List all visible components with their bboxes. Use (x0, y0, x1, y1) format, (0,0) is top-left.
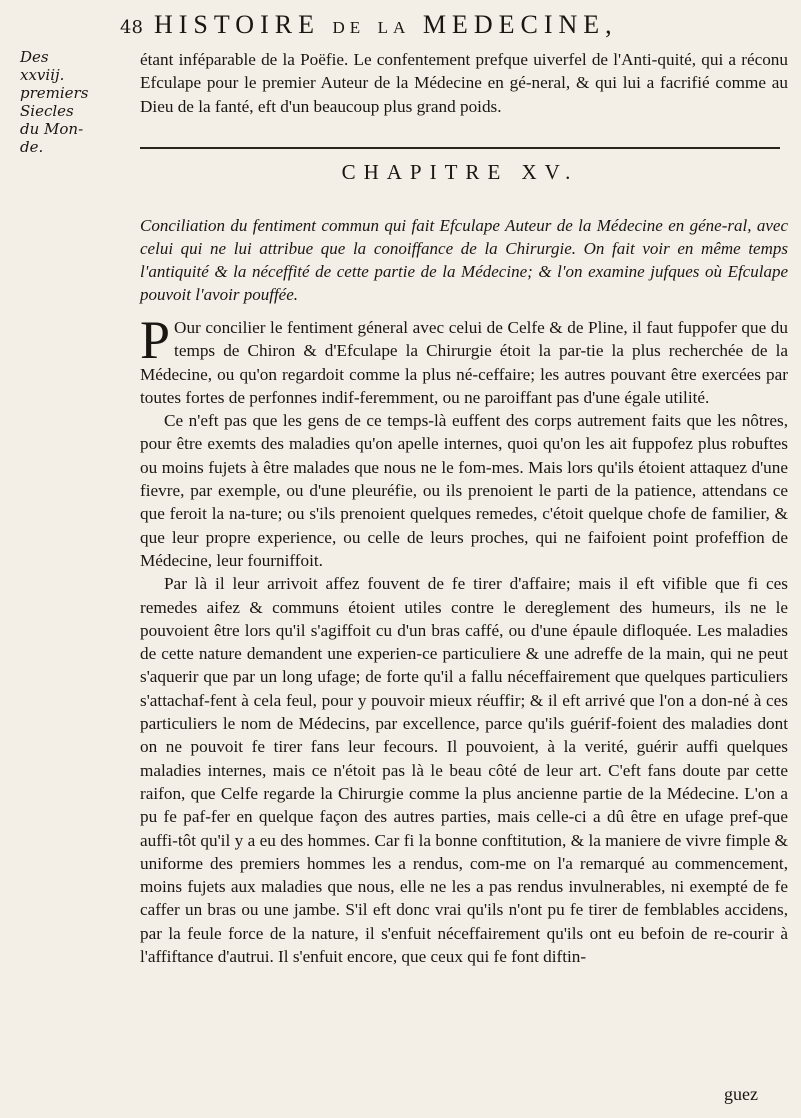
margin-note-line: xxviij. (20, 66, 65, 84)
page-number: 48 (120, 17, 143, 38)
running-title-medecine: MEDECINE, (422, 10, 618, 39)
paragraph-2: Ce n'eft pas que les gens de ce temps-là euffent des corps autrement faits que les nôtres, pour être exemts des maladies qu'on apelle internes, quoi qu'on les ait fuppofez plus robuftes ou moins fujets à être malades que nous ne le fom-mes. Mais lors qu'ils étoient attaquez d'une fievre, par exemple, ou d'une pleuréfie, ou ils prenoient le parti de la patience, attendans ce que feroit la na-ture; ou s'ils prenoient quelques remedes, c'étoit quelque chofe de familier, & que leur propre experience, ou celle de leurs proches, qui ne faifoient point profeffion de Médecine, leur fourniffoit. (140, 411, 788, 570)
margin-note-line: premiers (20, 84, 89, 102)
margin-note-line: Des (20, 48, 49, 66)
paragraph-1 (140, 310, 788, 409)
margin-note-line: de. (20, 138, 44, 156)
intro-paragraph: étant inféparable de la Poëfie. Le confentement prefque uiverfel de l'Anti-quité, qui a réconu Efculape pour le premier Auteur de la Médecine en gé-neral, & qui lui a facrifié comme au Dieu de la fanté, eft d'un beaucoup plus grand poids. (140, 50, 788, 116)
running-title-de: DE (332, 18, 366, 37)
running-title-histoire: HISTOIRE (154, 10, 320, 39)
paragraph-1-text: Our concilier le fentiment géneral avec celui de Celfe & de Pline, il faut fuppofer que du temps de Chiron & d'Efculape la Chirurgie étoit la par-tie la plus recherchée de la Médecine, ou qu'on regardoit comme la plus né-ceffaire; les autres pouvant être exercées par toutes fortes de perfonnes indif-feremment, ou ne paroiffant pas d'une égale utilité. (140, 318, 788, 407)
drop-cap: P (140, 310, 171, 370)
margin-note-line: Siecles (20, 102, 74, 120)
chapter-title: CHAPITRE XV. (341, 160, 579, 184)
margin-note (20, 48, 115, 156)
paragraph-3: Par là il leur arrivoit affez fouvent de fe tirer d'affaire; mais il eft vifible que fi ces remedes aifez & communs étoient utiles contre le dereglement des humeurs, ils ne le pouvoient être lors qu'il s'agiffoit cu d'un bras caffé, ou d'une épaule difloquée. Les maladies de cette nature demandent une experien-ce particuliere & une adreffe de la main, qui ne peut s'aquerir que par un long ufage; de forte qu'il a fallu néceffairement que quelques particuliers s'attachaf-fent à cela feul, pour y pouvoir mieux réuffir; & il eft arrivé que l'on a don-né à ces particuliers le nom de Médecins, par excellence, parce qu'ils guérif-foient des maladies dont on ne pouvoit fe tirer fans leur fecours. Il pouvoient, à la verité, guérir auffi quelques maladies internes, mais ce n'étoit pas là le beau côté de leur art. C'eft fans doute par cette raifon, que Celfe regarde la Chirurgie comme la plus ancienne partie de la Médecine. L'on a pu fe paf-fer en quelque façon des autres parties, mais celle-ci a dû être en ufage pref-que auffi-tôt qu'il y a eu des hommes. Car fi la bonne conftitution, & la maniere de vivre fimple & uniforme des premiers hommes les a rendus, com-me on l'a remarqué au commencement, moins fujets aux maladies que nous, elle ne les a pas rendus invulnerables, ni exempté de fe caffer un bras ou une jambe. S'il eft donc vrai qu'ils n'ont pu fe tirer de femblables accidens, par la feule force de la nature, il s'enfuit néceffairement qu'ils ont eu befoin de re-courir à l'affiftance d'autrui. Il s'enfuit encore, que ceux qui fe font diftin- (140, 574, 788, 967)
page-header (120, 6, 760, 46)
chapter-divider-rule (140, 147, 780, 149)
running-title-la: LA (377, 18, 411, 37)
margin-note-line: du Mon- (20, 120, 84, 138)
chapter-summary: Conciliation du fentiment commun qui fait Efculape Auteur de la Médecine en géne-ral, avec celui qui ne lui attribue que la conoiffance de la Chirurgie. On fait voir en même temps l'antiquité & la néceffité de cette partie de la Médecine; & l'on examine jufques où Efculape pouvoit l'avoir pouffée. (140, 216, 788, 304)
chapter-body (140, 310, 788, 968)
catchword: guez (724, 1084, 758, 1104)
running-title (154, 10, 618, 40)
